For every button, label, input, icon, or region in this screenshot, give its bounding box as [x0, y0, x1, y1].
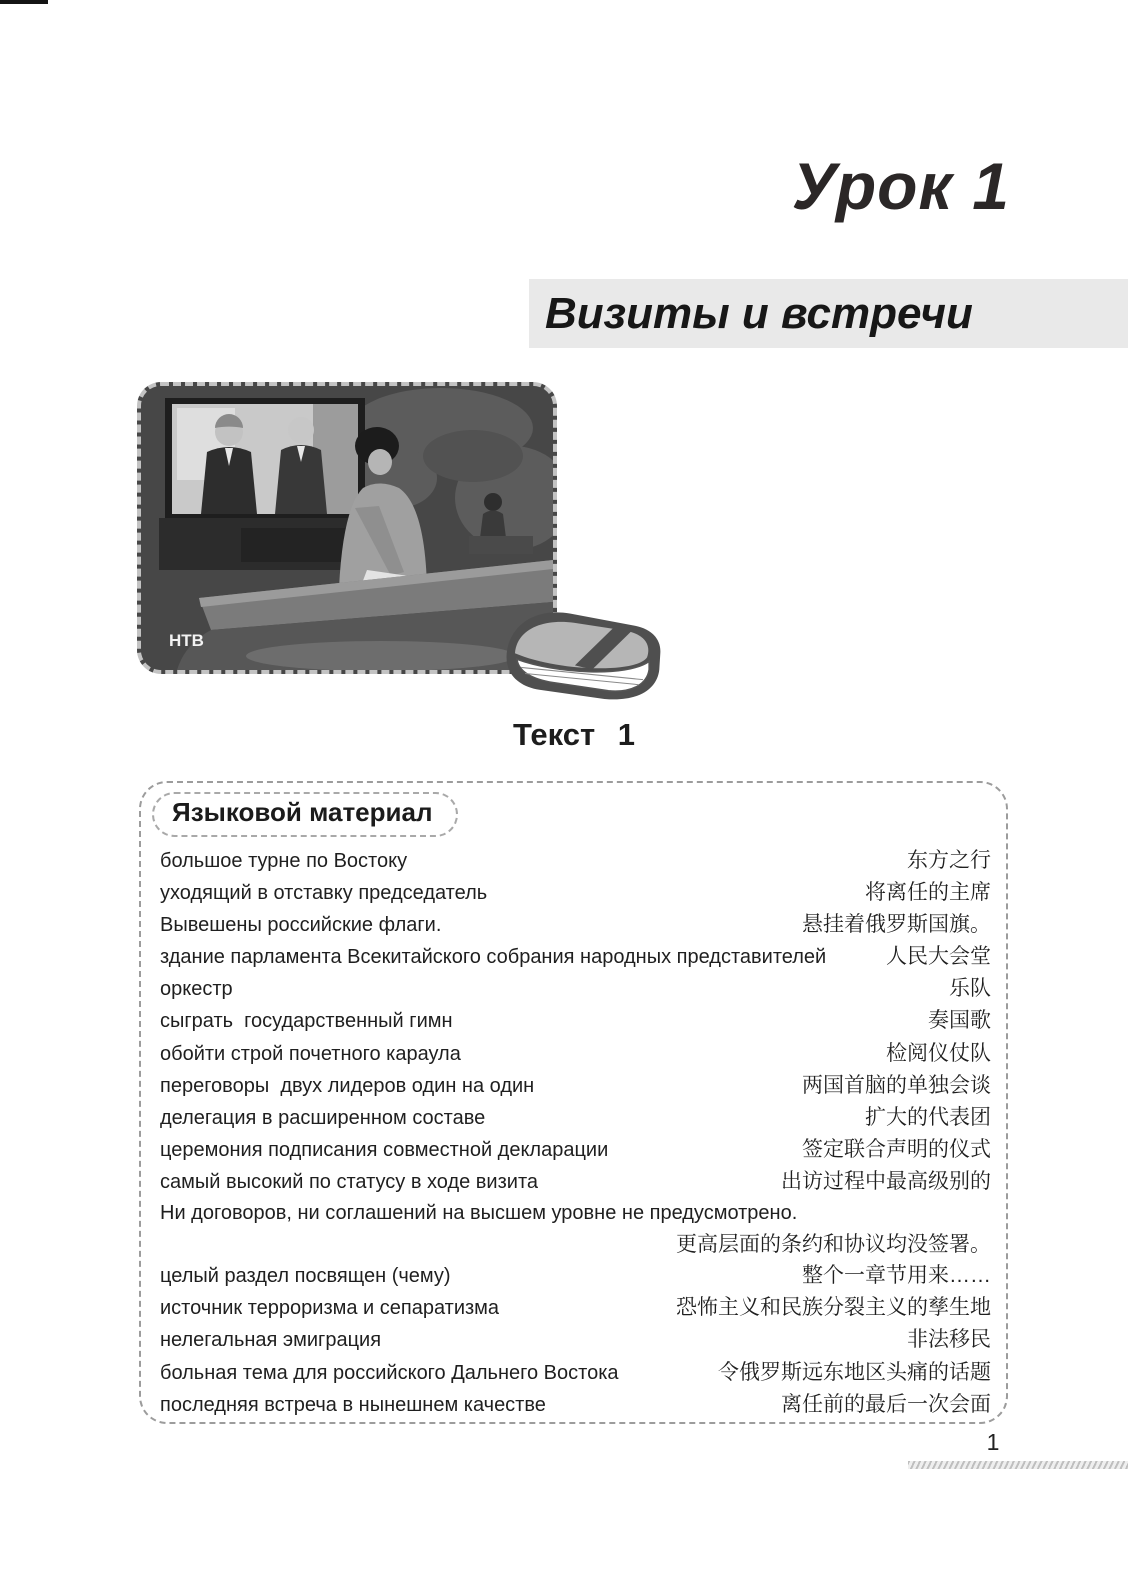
vocab-russian-phrase: самый высокий по статусу в ходе визита: [160, 1170, 539, 1193]
vocab-russian-phrase: источник терроризма и сепаратизма: [160, 1297, 500, 1320]
vocab-chinese-translation: 奏国歌: [928, 1009, 991, 1033]
vocab-row: [160, 973, 991, 1005]
vocab-russian-phrase: Вывешены российские флаги.: [160, 914, 442, 937]
vocab-chinese-translation: 悬挂着俄罗斯国旗。: [802, 913, 991, 937]
vocab-chinese-translation: 非法移民: [907, 1328, 991, 1352]
vocab-row: [160, 1005, 991, 1037]
vocab-russian-phrase: нелегальная эмиграция: [160, 1329, 382, 1352]
vocab-chinese-translation: 更高层面的条约和协议均没签署。: [676, 1233, 991, 1257]
vocab-row: [160, 1260, 991, 1292]
vocab-russian-phrase: уходящий в отставку председатель: [160, 882, 488, 905]
vocab-row: [160, 1324, 991, 1356]
lesson-subtitle: Визиты и встречи: [545, 288, 973, 338]
vocab-russian-phrase: делегация в расширенном составе: [160, 1106, 486, 1129]
vocab-russian-phrase: сыграть государственный гимн: [160, 1010, 453, 1033]
lesson-subtitle-band: [529, 279, 1128, 348]
vocab-russian-phrase: целый раздел посвящен (чему): [160, 1265, 451, 1288]
vocab-chinese-translation: 检阅仪仗队: [886, 1041, 991, 1065]
lesson-title: Урок 1: [791, 149, 1010, 223]
vocab-russian-phrase: оркестр: [160, 978, 233, 1001]
vocab-chinese-translation: 人民大会堂: [886, 945, 991, 969]
section-title: Текст 1: [512, 717, 635, 752]
vocab-russian-phrase: большое турне по Востоку: [160, 850, 408, 872]
vocab-row: [160, 877, 991, 909]
vocab-chinese-translation: 令俄罗斯远东地区头痛的话题: [718, 1360, 991, 1384]
book-icon: [494, 580, 666, 702]
vocab-russian-phrase: переговоры двух лидеров один на один: [160, 1074, 535, 1097]
vocab-chinese-translation: 离任前的最后一次会面: [781, 1392, 991, 1416]
vocab-row: [160, 1102, 991, 1134]
scan-artifact-mark: [0, 0, 48, 4]
vocab-russian-phrase: последняя встреча в нынешнем качестве: [160, 1393, 546, 1416]
vocab-row: [160, 1292, 991, 1324]
book-illustration: [494, 580, 666, 702]
tv-channel-logo: НТВ: [169, 631, 204, 650]
vocab-chinese-translation: 恐怖主义和民族分裂主义的孳生地: [676, 1296, 991, 1320]
vocab-chinese-translation: 出访过程中最高级别的: [781, 1169, 991, 1193]
vocab-chinese-translation: 签定联合声明的仪式: [802, 1137, 991, 1161]
vocab-row: [160, 1134, 991, 1166]
vocab-chinese-translation: 扩大的代表团: [865, 1105, 991, 1129]
vocab-chinese-translation: 东方之行: [907, 849, 991, 872]
vocabulary-header: Языковой материал: [152, 792, 458, 837]
footer-decoration-bar: [908, 1461, 1128, 1469]
page-number: 1: [986, 1429, 1000, 1455]
vocab-russian-phrase: церемония подписания совместной декларации: [160, 1138, 609, 1161]
vocab-russian-phrase: Ни договоров, ни соглашений на высшем уровне не предусмотрено.: [160, 1202, 798, 1225]
vocab-row: [160, 845, 991, 877]
vocab-row: [160, 1389, 991, 1421]
vocab-chinese-translation: 两国首脑的单独会谈: [802, 1073, 991, 1097]
vocab-chinese-translation: 乐队: [949, 977, 991, 1001]
vocabulary-box: [139, 781, 1008, 1424]
vocab-row: [160, 1198, 991, 1260]
vocab-row: [160, 1166, 991, 1198]
vocab-chinese-translation: 整个一章节用来……: [802, 1264, 991, 1288]
vocab-row: [160, 1070, 991, 1102]
vocab-russian-phrase: больная тема для российского Дальнего Востока: [160, 1361, 619, 1384]
vocab-row: [160, 1038, 991, 1070]
vocab-row: [160, 941, 991, 973]
vocab-russian-phrase: обойти строй почетного караула: [160, 1042, 461, 1065]
vocab-row: [160, 909, 991, 941]
vocab-russian-phrase: здание парламента Всекитайского собрания народных представителей: [160, 946, 827, 969]
vocabulary-list: [160, 845, 991, 1421]
news-studio-illustration: [141, 386, 553, 670]
vocab-chinese-translation: 将离任的主席: [865, 881, 991, 905]
vocab-row: [160, 1357, 991, 1389]
